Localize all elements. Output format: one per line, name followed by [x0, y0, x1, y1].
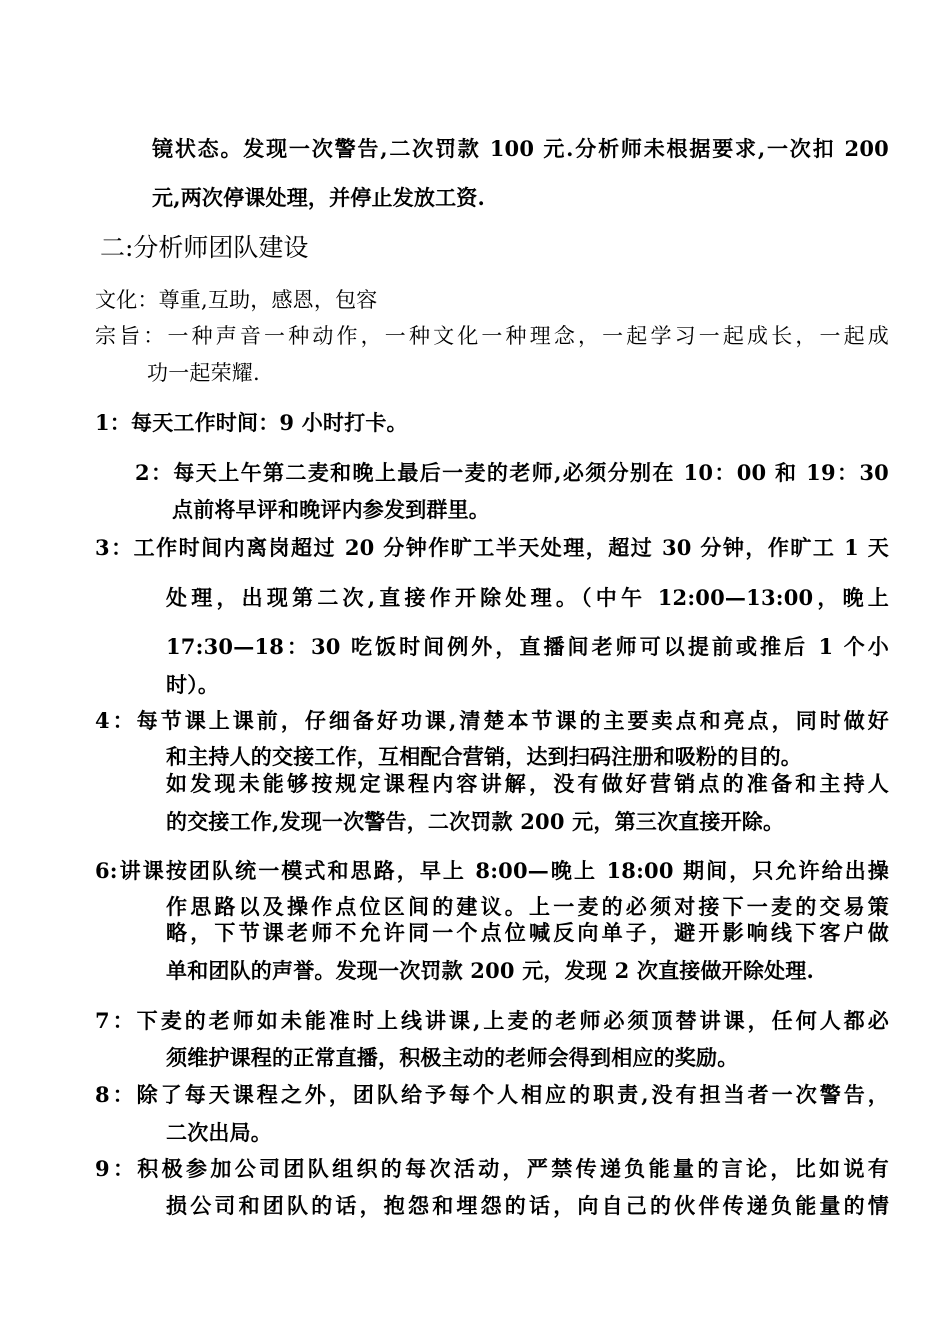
rule-4-line-3: 如发现未能够按规定课程内容讲解，没有做好营销点的准备和主持人 — [166, 771, 889, 796]
rule-6-line-4: 单和团队的声誉。发现一次罚款 200 元，发现 2 次直接做开除处理. — [166, 958, 814, 983]
rule-3-line-1: 3：工作时间内离岗超过 20 分钟作旷工半天处理，超过 30 分钟，作旷工 1 天 — [95, 535, 889, 560]
section-heading: 二:分析师团队建设 — [100, 233, 309, 262]
rule-3-line-4: 时）。 — [166, 672, 220, 697]
rule-2-line-2: 点前将早评和晚评内参发到群里。 — [172, 497, 490, 522]
purpose-line-2: 功一起荣耀. — [147, 361, 260, 385]
rule-4-line-1: 4：每节课上课前，仔细备好功课,清楚本节课的主要卖点和亮点，同时做好 — [95, 708, 889, 733]
rule-3-line-3: 17:30—18：30 吃饭时间例外，直播间老师可以提前或推后 1 个小 — [166, 634, 889, 659]
rule-4-line-2: 和主持人的交接工作，互相配合营销，达到扫码注册和吸粉的目的。 — [166, 744, 802, 769]
rule-1: 1：每天工作时间：9 小时打卡。 — [95, 410, 408, 435]
rule-2-line-1: 2：每天上午第二麦和晚上最后一麦的老师,必须分别在 10：00 和 19：30 — [135, 460, 889, 485]
rule-7-line-2: 须维护课程的正常直播，积极主动的老师会得到相应的奖励。 — [166, 1045, 739, 1070]
rule-6-line-3: 略，下节课老师不允许同一个点位喊反向单子，避开影响线下客户做 — [166, 920, 889, 945]
continuation-line-1: 镜状态。发现一次警告,二次罚款 100 元.分析师未根据要求,一次扣 200 — [152, 136, 889, 161]
rule-7-line-1: 7：下麦的老师如未能准时上线讲课,上麦的老师必须顶替讲课，任何人都必 — [95, 1008, 889, 1033]
purpose-line-1: 宗旨：一种声音一种动作，一种文化一种理念，一起学习一起成长，一起成 — [95, 324, 889, 348]
rule-9-line-2: 损公司和团队的话，抱怨和埋怨的话，向自己的伙伴传递负能量的情 — [166, 1193, 889, 1218]
continuation-line-2: 元,两次停课处理，并停止发放工资. — [152, 185, 486, 210]
culture-line: 文化：尊重,互助，感恩，包容 — [95, 288, 378, 312]
rule-9-line-1: 9：积极参加公司团队组织的每次活动，严禁传递负能量的言论，比如说有 — [95, 1156, 889, 1181]
rule-8-line-1: 8：除了每天课程之外，团队给予每个人相应的职责,没有担当者一次警告， — [95, 1082, 889, 1107]
rule-4-line-4: 的交接工作,发现一次警告，二次罚款 200 元，第三次直接开除。 — [166, 809, 785, 834]
rule-8-line-2: 二次出局。 — [166, 1120, 272, 1145]
rule-3-line-2: 处理，出现第二次,直接作开除处理。（中午 12:00—13:00，晚上 — [166, 585, 889, 610]
rule-6-line-2: 作思路以及操作点位区间的建议。上一麦的必须对接下一麦的交易策 — [166, 894, 889, 919]
rule-6-line-1: 6:讲课按团队统一模式和思路，早上 8:00—晚上 18:00 期间，只允许给出操 — [95, 858, 889, 883]
